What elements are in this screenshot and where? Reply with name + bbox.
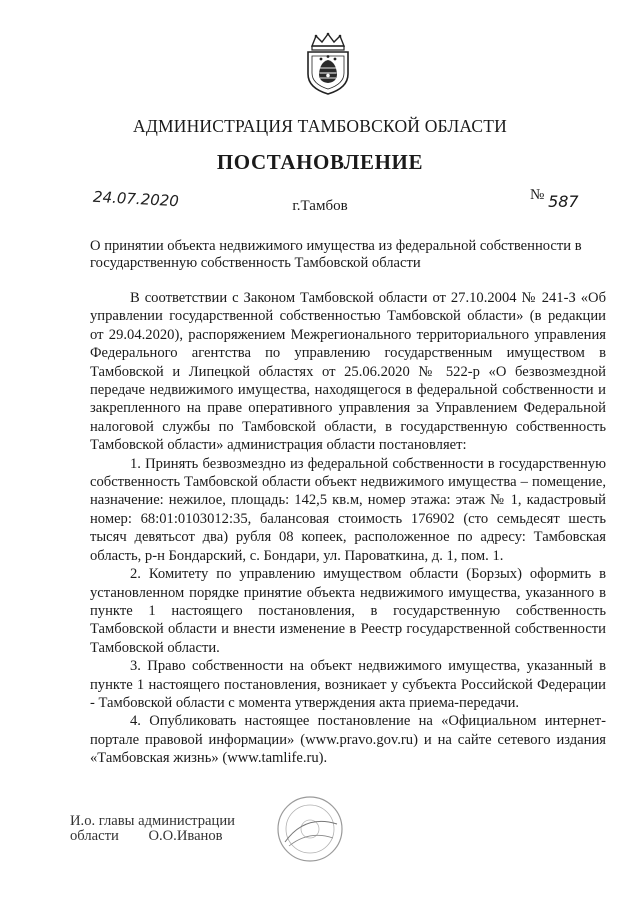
document-body: [90, 289, 606, 768]
round-seal-stamp-icon: [275, 794, 345, 864]
item-paragraph-1: 1. Принять безвозмездно из федеральной собственности в государственную собственность Тамбовской области объект недвижимого имущества – помещение, назначение: нежилое, площадь: 142,5 кв.м, номер этажа: этаж № 1, кадастровый номер: 68:01:0103012:35, балансовая стоимость 176902 (сто семьдесят шесть тысяч девятьсот два) рубля 08 копеек, расположенное по адресу: Тамбовская область, р-н Бондарский, с. Бондари, ул. Пароваткина, д. 1, пом. 1.: [90, 455, 606, 564]
signatory-title: И.о. главы администрации: [70, 813, 235, 829]
handwritten-date: 24.07.2020: [92, 187, 180, 211]
item-paragraph-2: 2. Комитету по управлению имуществом области (Борзых) оформить в установленном порядке принятие объекта недвижимого имущества, указанного в пункте 1 настоящего постановления, в государственную собственность Тамбовской области и внести изменение в Реестр государственной собственности Тамбовской области.: [90, 566, 606, 656]
signatory-name: О.О.Иванов: [148, 828, 223, 844]
document-subject: О принятии объекта недвижимого имущества из федеральной собственности в государственную собственность Тамбовской области: [90, 238, 582, 271]
signature-block: [70, 814, 235, 844]
item-paragraph-3: 3. Право собственности на объект недвижимого имущества, указанный в пункте 1 настоящего постановления, возникает у субъекта Российской Федерации - Тамбовской области с момента утверждения акта приема-передачи.: [90, 658, 606, 711]
city: г.Тамбов: [292, 198, 348, 214]
handwritten-number: 587: [548, 192, 579, 211]
preamble-paragraph: В соответствии с Законом Тамбовской области от 27.10.2004 № 241-З «Об управлении государственной собственностью Тамбовской области» (в редакции от 29.04.2020), распоряжением Межрегионального территориального управления Федерального агентства по управлению государственным имуществом в Тамбовской и Липецкой областях от 25.06.2020 № 522-р «О безвозмездной передаче недвижимого имущества, находящегося в федеральной собственности и закрепленного на праве оперативного управления за Управлением Федеральной налоговой службы по Тамбовской области, в государственную собственность Тамбовской области» администрация области постановляет:: [90, 290, 606, 454]
signatory-line: [70, 829, 235, 844]
signatory-region: области: [70, 828, 119, 844]
agency-name: АДМИНИСТРАЦИЯ ТАМБОВСКОЙ ОБЛАСТИ: [133, 116, 507, 136]
number-prefix: №: [530, 187, 545, 203]
tambov-coat-of-arms-icon: [302, 32, 354, 96]
item-paragraph-4: 4. Опубликовать настоящее постановление на «Официальном интернет-портале правовой информации» (www.pravo.gov.ru) и на сайте сетевого издания «Тамбовская жизнь» (www.tamlife.ru).: [90, 713, 606, 767]
document-number: [530, 187, 579, 212]
document-type-title: ПОСТАНОВЛЕНИЕ: [216, 150, 424, 174]
